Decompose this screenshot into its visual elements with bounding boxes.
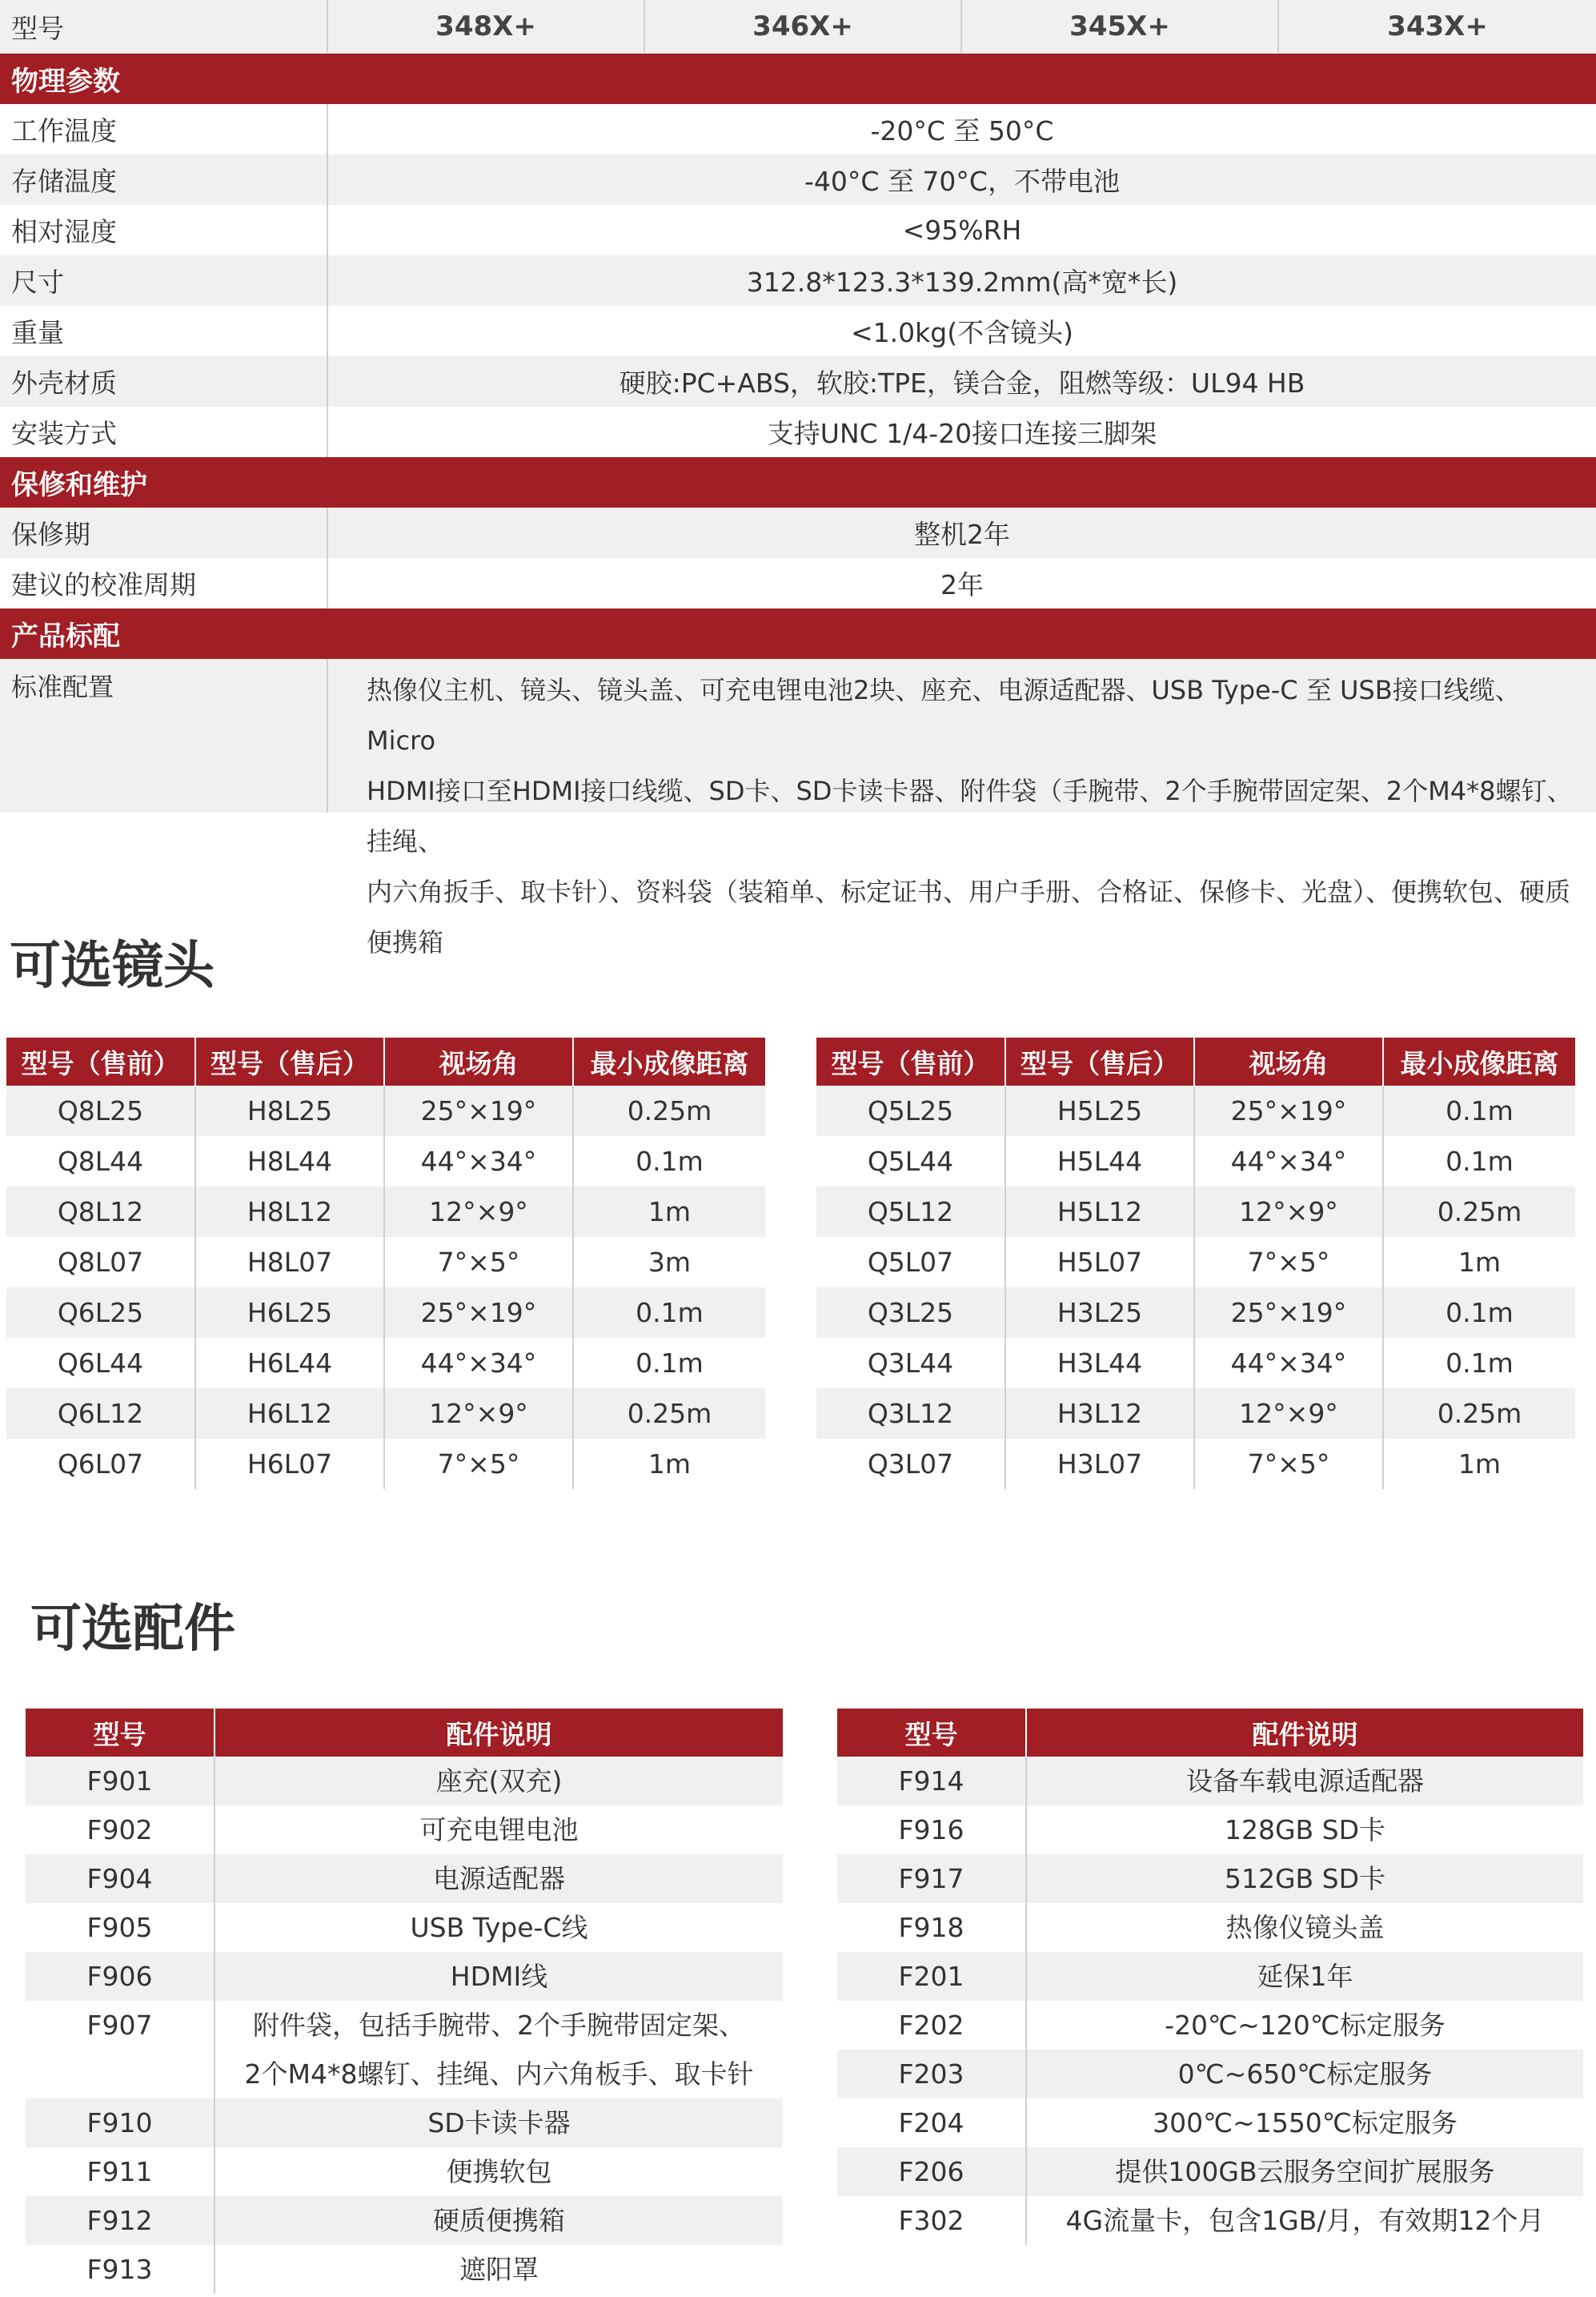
cell: 0.1m — [1446, 1347, 1514, 1379]
cell: H3L12 — [1005, 1388, 1194, 1439]
accessory-row — [837, 1854, 1583, 1903]
accessory-row — [837, 2147, 1583, 2196]
description-line: HDMI线 — [450, 1961, 548, 1992]
accessory-row — [837, 1805, 1583, 1854]
spec-row — [0, 155, 1596, 205]
spec-label: 保修期 — [0, 508, 328, 558]
cell: 25°×19° — [384, 1086, 573, 1136]
cell: H3L25 — [1005, 1287, 1194, 1338]
spec-label: 安装方式 — [0, 407, 328, 457]
accessory-row — [837, 1952, 1583, 2001]
lens-header-row — [6, 1038, 765, 1086]
cell: 0.1m — [636, 1347, 704, 1379]
description-line: 电源适配器 — [433, 1863, 565, 1894]
column-header: 型号（售后） — [1005, 1038, 1194, 1086]
cell-description — [1026, 2147, 1583, 2196]
accessory-row — [26, 2196, 783, 2245]
cell: H5L25 — [1005, 1086, 1194, 1136]
cell: 7°×5° — [384, 1439, 573, 1489]
cell: 0.1m — [636, 1146, 704, 1177]
lens-title: 可选镜头 — [10, 937, 215, 996]
lens-row — [6, 1439, 765, 1489]
cell: H3L44 — [1005, 1338, 1194, 1388]
description-line: 128GB SD卡 — [1224, 1814, 1386, 1845]
column-header: 视场角 — [384, 1038, 573, 1086]
spec-row — [0, 558, 1596, 608]
cell-model: F906 — [26, 1952, 215, 2001]
lens-row — [816, 1338, 1575, 1388]
lens-row — [6, 1388, 765, 1439]
column-header: 最小成像距离 — [573, 1038, 765, 1086]
lens-table-right — [816, 1038, 1575, 1489]
cell-model: Q5L44 — [816, 1136, 1005, 1187]
lens-row — [6, 1287, 765, 1338]
cell: H3L07 — [1005, 1439, 1194, 1489]
spec-row — [0, 306, 1596, 356]
description-line: -20℃~120℃标定服务 — [1165, 2010, 1446, 2041]
model-343x: 343X+ — [1387, 10, 1488, 42]
accessory-row — [26, 2098, 783, 2147]
accessory-row — [837, 1903, 1583, 1952]
cell: 3m — [648, 1247, 692, 1278]
cell-model: F201 — [837, 1952, 1026, 2001]
cell-description — [1026, 1757, 1583, 1805]
accessory-row — [837, 2196, 1583, 2245]
cell-description — [1026, 1903, 1583, 1952]
cell-description — [1026, 1854, 1583, 1903]
cell: 7°×5° — [1194, 1439, 1383, 1489]
cell-model: Q3L07 — [816, 1439, 1005, 1489]
cell: 7°×5° — [384, 1237, 573, 1287]
description-line: 512GB SD卡 — [1224, 1863, 1386, 1894]
spec-label: 重量 — [0, 306, 328, 356]
accessory-row — [837, 2098, 1583, 2147]
cell-model: Q8L44 — [6, 1136, 195, 1187]
cell-description — [215, 1854, 783, 1903]
model-346x: 346X+ — [645, 0, 962, 53]
description-line: 设备车载电源适配器 — [1186, 1765, 1424, 1797]
spec-value: 支持UNC 1/4-20接口连接三脚架 — [767, 418, 1157, 449]
cell-description — [215, 1757, 783, 1805]
cell-model: F912 — [26, 2196, 215, 2245]
cell-model: F902 — [26, 1805, 215, 1854]
cell: H6L44 — [195, 1338, 384, 1388]
cell-description — [1026, 1952, 1583, 2001]
spec-label: 存储温度 — [0, 155, 328, 205]
cell-model: F202 — [837, 2001, 1026, 2050]
spec-value: 硬胶:PC+ABS，软胶:TPE，镁合金，阻燃等级：UL94 HB — [619, 367, 1305, 399]
cell-model: Q6L44 — [6, 1338, 195, 1388]
accessory-row — [837, 2050, 1583, 2098]
cell: 0.1m — [573, 1287, 765, 1338]
accessory-row — [26, 1854, 783, 1903]
cell: 1m — [648, 1448, 692, 1480]
cell: H8L44 — [195, 1136, 384, 1187]
cell: 0.25m — [1383, 1187, 1575, 1237]
cell: H5L07 — [1005, 1237, 1194, 1287]
cell-model: Q8L25 — [6, 1086, 195, 1136]
spec-value: <1.0kg(不含镜头) — [851, 317, 1073, 348]
lens-row — [816, 1439, 1575, 1489]
cell: 25°×19° — [1194, 1086, 1383, 1136]
description-line: 热像仪镜头盖 — [1225, 1912, 1385, 1943]
cell-description — [215, 1805, 783, 1854]
cell: 12°×9° — [1194, 1187, 1383, 1237]
cell-description — [215, 2245, 783, 2294]
description-line: 可充电锂电池 — [419, 1814, 579, 1845]
lens-row — [816, 1136, 1575, 1187]
lens-row — [816, 1237, 1575, 1287]
spec-value: 2年 — [940, 569, 984, 600]
lens-row — [816, 1086, 1575, 1136]
spec-row — [0, 356, 1596, 407]
accessory-row — [26, 2001, 783, 2098]
spec-label: 相对湿度 — [0, 205, 328, 255]
description-line: 座充(双充) — [435, 1765, 563, 1797]
standard-line: HDMI接口至HDMI接口线缆、SD卡、SD卡读卡器、附件袋（手腕带、2个手腕带固定架、2个M4*8螺钉、挂绳、 — [367, 776, 1573, 857]
acc-header-row — [26, 1709, 783, 1757]
cell-description — [215, 1903, 783, 1952]
spec-row — [0, 407, 1596, 457]
cell-model: Q3L12 — [816, 1388, 1005, 1439]
spec-header-row — [0, 0, 1596, 54]
cell-description — [215, 2001, 783, 2098]
cell-model: F910 — [26, 2098, 215, 2147]
accessory-row — [26, 1952, 783, 2001]
lens-row — [6, 1338, 765, 1388]
description-line: USB Type-C线 — [410, 1912, 588, 1943]
cell-model: F302 — [837, 2196, 1026, 2245]
lens-row — [6, 1237, 765, 1287]
spec-row — [0, 508, 1596, 558]
column-header: 配件说明 — [215, 1709, 783, 1757]
column-header: 视场角 — [1194, 1038, 1383, 1086]
cell-model: Q5L07 — [816, 1237, 1005, 1287]
description-line: 便携软包 — [446, 2156, 552, 2187]
lens-row — [6, 1086, 765, 1136]
section-standard: 产品标配 — [0, 608, 1596, 659]
accessory-row — [26, 2245, 783, 2294]
standard-line: 热像仪主机、镜头、镜头盖、可充电锂电池2块、座充、电源适配器、USB Type-C 至 USB接口线缆、Micro — [367, 675, 1521, 756]
cell: 0.1m — [1446, 1146, 1514, 1177]
description-line: 延保1年 — [1257, 1961, 1353, 1992]
column-header: 最小成像距离 — [1383, 1038, 1575, 1086]
column-header: 配件说明 — [1026, 1709, 1583, 1757]
accessories-table-right — [837, 1709, 1583, 2245]
cell-description — [215, 2196, 783, 2245]
cell-model: Q5L25 — [816, 1086, 1005, 1136]
spec-value: 312.8*123.3*139.2mm(高*宽*长) — [746, 267, 1178, 298]
column-header: 型号 — [26, 1709, 215, 1757]
cell-model: Q8L07 — [6, 1237, 195, 1287]
cell-model: F206 — [837, 2147, 1026, 2196]
accessories-table-left — [26, 1709, 783, 2294]
cell-model: F916 — [837, 1805, 1026, 1854]
cell: 12°×9° — [384, 1187, 573, 1237]
standard-line: 内六角扳手、取卡针）、资料袋（装箱单、标定证书、用户手册、合格证、保修卡、光盘）、便携软包、硬质便携箱 — [367, 877, 1571, 958]
cell: 1m — [1458, 1247, 1502, 1278]
cell-description — [1026, 2098, 1583, 2147]
lens-row — [6, 1136, 765, 1187]
cell: 0.25m — [573, 1086, 765, 1136]
spec-label: 外壳材质 — [0, 356, 328, 407]
cell-model: F204 — [837, 2098, 1026, 2147]
description-line: 提供100GB云服务空间扩展服务 — [1115, 2156, 1495, 2187]
cell-model: Q5L12 — [816, 1187, 1005, 1237]
spec-value: <95%RH — [902, 215, 1022, 246]
spec-header-label: 型号 — [0, 0, 328, 53]
cell: 0.1m — [1383, 1287, 1575, 1338]
section-warranty: 保修和维护 — [0, 457, 1596, 508]
cell: 12°×9° — [1194, 1388, 1383, 1439]
cell-description — [1026, 2001, 1583, 2050]
spec-value: -40°C 至 70°C，不带电池 — [804, 166, 1120, 197]
cell: 44°×34° — [1194, 1136, 1383, 1187]
accessory-row — [26, 1757, 783, 1805]
cell-model: F913 — [26, 2245, 215, 2294]
lens-row — [816, 1187, 1575, 1237]
cell: H5L12 — [1005, 1187, 1194, 1237]
spec-table — [0, 0, 1596, 958]
cell-model: F911 — [26, 2147, 215, 2196]
cell-model: F918 — [837, 1903, 1026, 1952]
cell-model: Q6L12 — [6, 1388, 195, 1439]
cell: H6L12 — [195, 1388, 384, 1439]
cell: 0.1m — [1383, 1086, 1575, 1136]
column-header: 型号 — [837, 1709, 1026, 1757]
cell-model: F904 — [26, 1854, 215, 1903]
cell: 0.25m — [1383, 1388, 1575, 1439]
lens-row — [6, 1187, 765, 1237]
accessory-row — [26, 2147, 783, 2196]
cell: 1m — [573, 1187, 765, 1237]
cell: 7°×5° — [1194, 1237, 1383, 1287]
cell-description — [1026, 2196, 1583, 2245]
column-header: 型号（售前） — [6, 1038, 195, 1086]
column-header: 型号（售后） — [195, 1038, 384, 1086]
spec-value: 整机2年 — [914, 519, 1010, 550]
description-line: 硬质便携箱 — [433, 2205, 565, 2236]
cell-description — [1026, 1805, 1583, 1854]
spec-row — [0, 104, 1596, 155]
cell: 12°×9° — [384, 1388, 573, 1439]
description-line: 0℃~650℃标定服务 — [1177, 2058, 1433, 2090]
cell: 44°×34° — [384, 1136, 573, 1187]
spec-label: 工作温度 — [0, 104, 328, 155]
accessory-row — [837, 1757, 1583, 1805]
cell-model: Q3L25 — [816, 1287, 1005, 1338]
lens-table-left — [6, 1038, 765, 1489]
standard-config-label: 标准配置 — [0, 659, 328, 813]
cell-model: F907 — [26, 2001, 215, 2098]
acc-header-row — [837, 1709, 1583, 1757]
cell-description — [215, 2147, 783, 2196]
accessory-row — [837, 2001, 1583, 2050]
description-line: 2个M4*8螺钉、挂绳、内六角板手、取卡针 — [244, 2058, 754, 2090]
accessory-row — [26, 1903, 783, 1952]
standard-config-text — [328, 659, 1596, 958]
description-line: 4G流量卡，包含1GB/月，有效期12个月 — [1065, 2205, 1545, 2236]
cell: 44°×34° — [384, 1338, 573, 1388]
spec-row — [0, 255, 1596, 306]
cell-description — [215, 2098, 783, 2147]
spec-row — [0, 205, 1596, 255]
cell-model: F203 — [837, 2050, 1026, 2098]
cell: H5L44 — [1005, 1136, 1194, 1187]
cell-description — [1026, 2050, 1583, 2098]
model-345x: 345X+ — [962, 0, 1279, 53]
spec-value: -20°C 至 50°C — [870, 115, 1054, 147]
cell: 44°×34° — [1194, 1338, 1383, 1388]
cell: H8L12 — [195, 1187, 384, 1237]
spec-label: 尺寸 — [0, 255, 328, 306]
description-line: 附件袋，包括手腕带、2个手腕带固定架、 — [253, 2010, 745, 2041]
cell-model: Q6L07 — [6, 1439, 195, 1489]
standard-config-row — [0, 659, 1596, 958]
cell: 25°×19° — [384, 1287, 573, 1338]
cell-model: F914 — [837, 1757, 1026, 1805]
cell-description — [215, 1952, 783, 2001]
cell: H6L07 — [195, 1439, 384, 1489]
cell: H6L25 — [195, 1287, 384, 1338]
cell-model: Q6L25 — [6, 1287, 195, 1338]
section-physical: 物理参数 — [0, 54, 1596, 104]
cell-model: Q8L12 — [6, 1187, 195, 1237]
lens-row — [816, 1287, 1575, 1338]
lens-row — [816, 1388, 1575, 1439]
description-line: 遮阳罩 — [459, 2254, 539, 2285]
cell-model: Q3L44 — [816, 1338, 1005, 1388]
accessories-title: 可选配件 — [30, 1600, 235, 1659]
column-header: 型号（售前） — [816, 1038, 1005, 1086]
description-line: 300℃~1550℃标定服务 — [1153, 2107, 1458, 2138]
cell: H8L25 — [195, 1086, 384, 1136]
cell: 1m — [1458, 1448, 1502, 1480]
lens-header-row — [816, 1038, 1575, 1086]
cell: 25°×19° — [1194, 1287, 1383, 1338]
description-line: SD卡读卡器 — [427, 2107, 571, 2138]
cell-model: F901 — [26, 1757, 215, 1805]
cell-model: F917 — [837, 1854, 1026, 1903]
cell: H8L07 — [195, 1237, 384, 1287]
cell-model: F905 — [26, 1903, 215, 1952]
spec-label: 建议的校准周期 — [0, 558, 328, 608]
accessory-row — [26, 1805, 783, 1854]
model-348x: 348X+ — [328, 0, 645, 53]
cell: 0.25m — [573, 1388, 765, 1439]
